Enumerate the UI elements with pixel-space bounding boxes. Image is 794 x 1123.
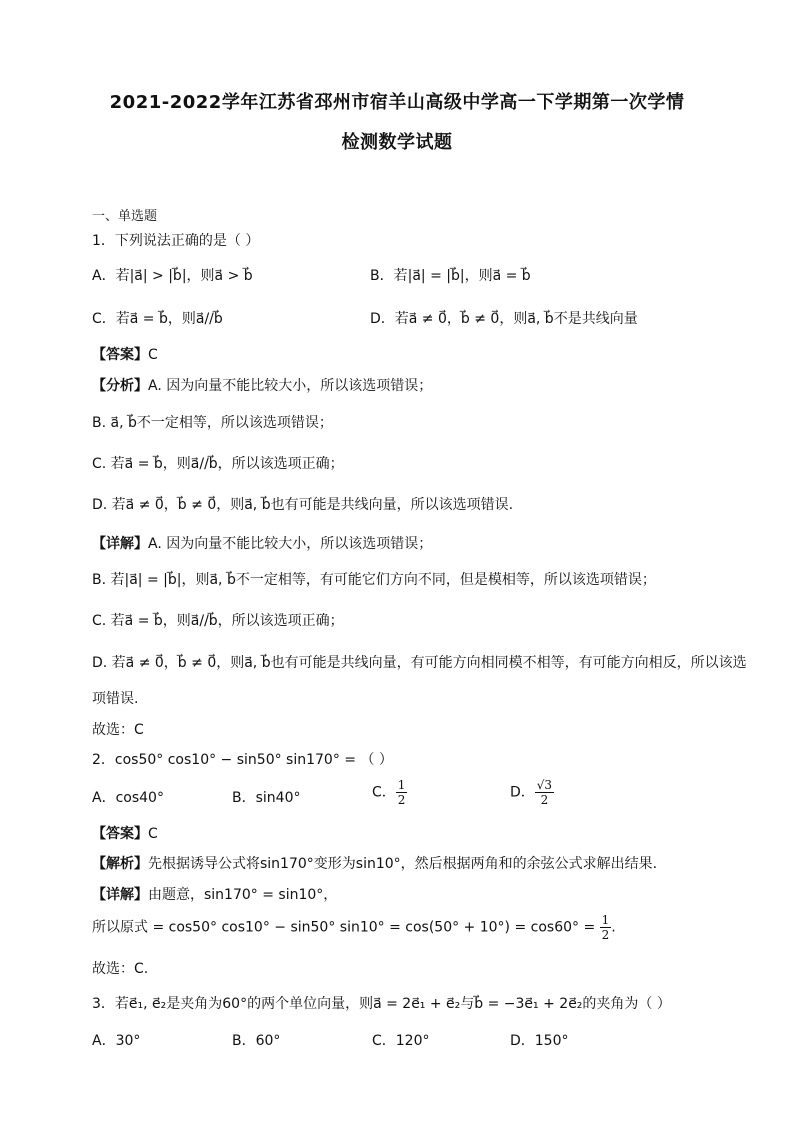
q1-option-c: C．若a⃗ = b⃗，则a⃗//b⃗ <box>92 311 223 327</box>
q1-option-b: B．若|a⃗| = |b⃗|，则a⃗ = b⃗ <box>370 268 531 284</box>
q3-option-c: C．120° <box>372 1033 430 1049</box>
q1-answer-value: C <box>148 347 158 363</box>
q2-option-d <box>510 778 554 807</box>
q2-detail-end: . <box>611 919 616 936</box>
q2-detail-text-1: 由题意，sin170° = sin10°， <box>148 887 338 903</box>
q1-detail-line-1 <box>92 533 432 553</box>
q2-detail-line-1 <box>92 884 337 904</box>
section-heading: 一、单选题 <box>92 209 158 224</box>
q2-answer-tag: 【答案】 <box>92 826 148 842</box>
q1-analysis-line-2: B. a⃗, b⃗不一定相等，所以该选项错误； <box>92 415 333 431</box>
q1-conclusion: 故选：C <box>92 722 144 738</box>
q2-detail-denominator: 2 <box>601 928 610 942</box>
q2-option-d-denominator: 2 <box>540 793 549 807</box>
doc-title-line1: 2021-2022学年江苏省邳州市宿羊山高级中学高一下学期第一次学情 <box>109 92 685 113</box>
q1-detail-text-1: A. 因为向量不能比较大小，所以该选项错误； <box>148 536 433 552</box>
q2-option-c-fraction <box>396 778 408 807</box>
q2-detail-tag: 【详解】 <box>92 887 148 903</box>
q1-detail-line-2: B. 若|a⃗| = |b⃗|，则a⃗, b⃗不一定相等，有可能它们方向不同，但是模相等，所以该选项错误； <box>92 572 656 588</box>
q1-detail-tag: 【详解】 <box>92 536 148 552</box>
q2-analysis <box>92 853 657 873</box>
q1-analysis-line-4: D. 若a⃗ ≠ 0⃗，b⃗ ≠ 0⃗，则a⃗, b⃗也有可能是共线向量，所以该选项错误. <box>92 497 514 513</box>
q2-option-d-label: D． <box>510 784 535 801</box>
q1-analysis-tag: 【分析】 <box>92 378 148 394</box>
q3-option-d: D．150° <box>510 1033 569 1049</box>
q2-detail-text-2: 所以原式 = cos50° cos10° − sin50° sin10° = cos(50° + 10°) = cos60° = <box>92 919 600 936</box>
q3-option-a: A．30° <box>92 1033 141 1049</box>
q3-stem: 3．若e⃗₁, e⃗₂是夹角为60°的两个单位向量，则a⃗ = 2e⃗₁ + e⃗₂与b⃗ = −3e⃗₁ + 2e⃗₂的夹角为（ ） <box>92 996 671 1012</box>
q2-option-d-fraction <box>535 778 554 807</box>
q1-option-d: D．若a⃗ ≠ 0⃗，b⃗ ≠ 0⃗，则a⃗, b⃗不是共线向量 <box>370 311 638 327</box>
q2-detail-numerator: 1 <box>601 913 610 927</box>
q2-answer-value: C <box>148 826 158 842</box>
q1-detail-line-5: 项错误. <box>92 691 139 707</box>
q2-option-c-label: C． <box>372 784 396 801</box>
q2-analysis-text: 先根据诱导公式将sin170°变形为sin10°，然后根据两角和的余弦公式求解出结果. <box>148 856 658 872</box>
q3-option-b: B．60° <box>232 1033 281 1049</box>
q2-option-c <box>372 778 407 807</box>
q2-option-c-numerator: 1 <box>397 778 406 792</box>
q2-detail-fraction <box>600 913 612 942</box>
q2-detail-line-2 <box>92 913 616 942</box>
q1-analysis-line-1 <box>92 375 432 395</box>
q2-option-d-numerator: √3 <box>536 778 553 792</box>
q1-detail-line-4: D. 若a⃗ ≠ 0⃗，b⃗ ≠ 0⃗，则a⃗, b⃗也有可能是共线向量，有可能方向相同模不相等，有可能方向相反，所以该选 <box>92 655 747 671</box>
q2-option-c-denominator: 2 <box>397 793 406 807</box>
q2-option-a: A．cos40° <box>92 790 164 806</box>
q1-analysis-text-1: A. 因为向量不能比较大小，所以该选项错误； <box>148 378 433 394</box>
q2-conclusion: 故选：C. <box>92 961 149 977</box>
q1-analysis-line-3: C. 若a⃗ = b⃗，则a⃗//b⃗，所以该选项正确； <box>92 456 344 472</box>
q1-answer-tag: 【答案】 <box>92 347 148 363</box>
q1-stem: 1．下列说法正确的是（ ） <box>92 233 260 249</box>
doc-title-line2: 检测数学试题 <box>341 132 453 153</box>
q2-answer <box>92 823 158 843</box>
q1-answer <box>92 344 158 364</box>
q2-option-b: B．sin40° <box>232 790 301 806</box>
q2-analysis-tag: 【解析】 <box>92 856 148 872</box>
q1-option-a: A．若|a⃗| > |b⃗|，则a⃗ > b⃗ <box>92 268 253 284</box>
q1-detail-line-3: C. 若a⃗ = b⃗，则a⃗//b⃗，所以该选项正确； <box>92 613 344 629</box>
q2-stem: 2．cos50° cos10° − sin50° sin170° = （ ） <box>92 752 393 768</box>
